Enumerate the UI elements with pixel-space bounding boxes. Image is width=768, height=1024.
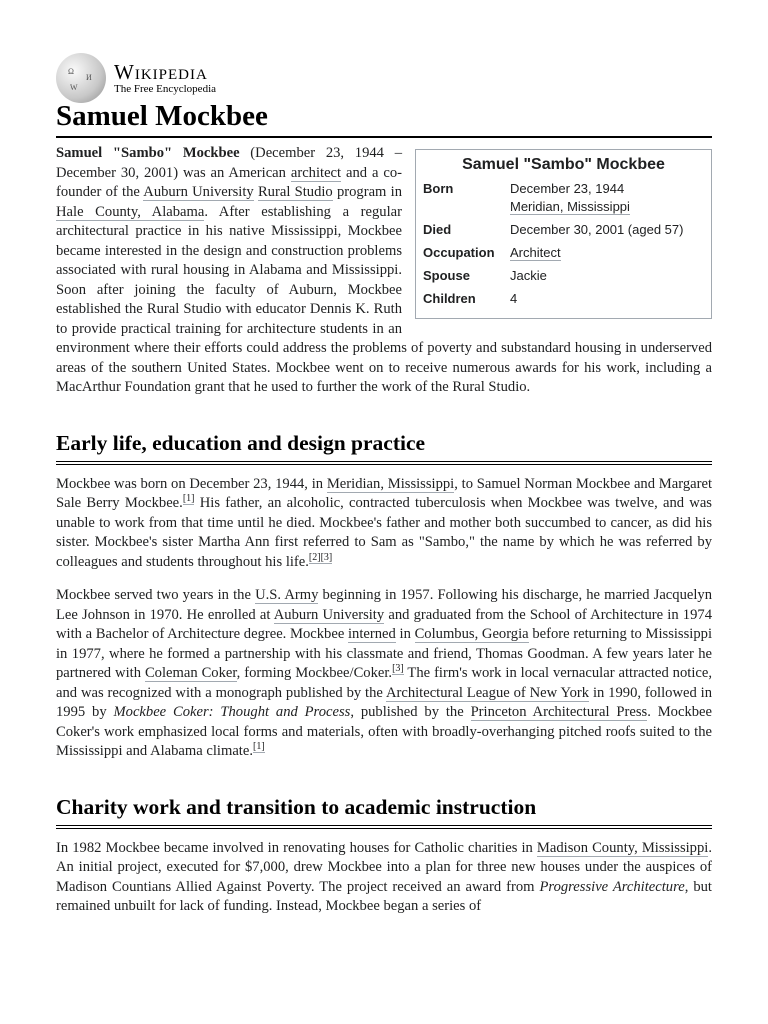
text: and graduated from the School of Architecture in 1974 with a Bachelor of Architecture degree. Mockbee [56,606,712,642]
infobox-value [510,180,704,216]
text: . Mockbee Coker's work emphasized local forms and materials, often with broadly-overhanging pitched roofs suited to the Mississippi and Alabama climate. [56,704,713,759]
section-heading: Early life, education and design practice [56,428,712,465]
text: December 23, 1944 [510,181,625,196]
paragraph [56,586,712,762]
article-link[interactable]: Madison County, Mississippi [536,839,709,856]
article-link[interactable]: U.S. Army [255,587,319,603]
wikipedia-wordmark: Wikipedia [114,60,208,84]
text: in 1990, followed in 1995 by [56,684,713,720]
article-link[interactable]: architect [290,164,342,181]
infobox-value [510,267,704,285]
text: and a co-founder of the [56,164,402,200]
citation-link[interactable]: [1] [253,741,265,753]
citation-link[interactable]: [3] [392,663,404,675]
infobox-value [510,244,704,262]
infobox-value [510,221,704,239]
text: , but remained unbuilt for lack of funding. Instead, Mockbee began a series of [56,878,712,914]
text: , to Samuel Norman Mockbee and Margaret Sale Berry Mockbee. [56,475,713,511]
paragraph [56,839,712,917]
article-link[interactable]: Architectural League of New York [385,684,590,701]
infobox-label: Occupation [423,245,495,260]
infobox-label: Born [423,181,454,196]
article-link[interactable]: Meridian, Mississippi [510,199,630,214]
text: before returning to Mississippi in 1977, where he formed a partnership with his classmate and friend, Thomas Goodman. A few years later he partnered with [56,626,712,681]
article-link[interactable]: Coleman Coker [144,665,237,681]
article-content [56,98,712,931]
infobox-row [423,265,704,288]
wikipedia-logo[interactable] [56,53,216,103]
article-link[interactable]: Auburn University [143,184,254,200]
text: , published by the [350,704,471,720]
infobox-label: Died [423,222,452,237]
infobox-title: Samuel "Sambo" Mockbee [462,156,665,173]
infobox-row [423,242,704,265]
text: Jackie [510,268,547,283]
infobox-label: Spouse [423,268,470,283]
infobox [415,149,712,319]
text: , forming Mockbee/Coker. [236,665,393,681]
article-link[interactable]: interned [348,626,396,642]
article-link[interactable]: Auburn University [273,606,385,623]
text: . After establishing a regular architectural practice in his native Mississippi, Mockbee became interested in the design and construction problems associated with rural housing in Alabama and Mississippi. Soon after joining the faculty of Auburn, Mockbee established the Rural Studio with educator Dennis K. Ruth to provide practical training for architecture students in an environment where their efforts could address the problems of poverty and substandard housing in underserved areas of the southern United States. Mockbee went on to receive numerous awards for his work, including a MacArthur Foundation grant that he used to further the work of the Rural Studio. [56,203,712,395]
section-heading: Charity work and transition to academic instruction [56,792,712,829]
article-link[interactable]: Meridian, Mississippi [326,475,455,492]
article-link[interactable]: Architect [510,245,561,260]
paragraph [56,475,712,573]
text: His father, an alcoholic, contracted tuberculosis when Mockbee was twelve, and was unable to work from that time until he died. Mockbee's father and mother both succumbed to cancer, as did his sister. Mockbee's sister Martha Ann first referred to Sam as "Sambo," the name by which he was referred by colleagues and students throughout his life. [56,495,712,570]
text: beginning in 1957. Following his discharge, he married Jacquelyn Lee Johnson in 1970. He enrolled at [56,587,712,623]
text: Mockbee was born on December 23, 1944, in [56,475,327,492]
wikipedia-globe-icon: Ω И W [56,53,106,103]
infobox-value [510,290,704,308]
citation-link[interactable]: [2] [308,551,321,563]
page-title: Samuel Mockbee [56,98,712,138]
text: December 30, 2001 (aged 57) [510,222,684,237]
text: Mockbee served two years in the [56,587,256,603]
italic-text: Mockbee Coker: Thought and Process [113,704,351,720]
article-link[interactable]: Princeton Architectural Press [470,704,648,720]
citation-link[interactable]: [3] [320,551,333,563]
text: in [395,626,415,642]
article-link[interactable]: Columbus, Georgia [414,626,529,642]
infobox-label: Children [423,291,476,306]
italic-text: Progressive Architecture [539,878,685,895]
article-link[interactable]: Hale County, Alabama [56,203,205,220]
text: In 1982 Mockbee became involved in renovating houses for Catholic charities in [56,839,537,856]
article-link[interactable]: Rural Studio [257,184,333,200]
infobox-row [423,178,704,219]
citation-link[interactable]: [1] [182,493,195,505]
infobox-row [423,288,704,311]
infobox-row [423,219,704,242]
text: 4 [510,291,518,306]
text: (December 23, 1944 – December 30, 2001) was an American [56,145,402,181]
text: The firm's work in local vernacular attracted notice, and was recognized with a monograph published by the [56,665,712,701]
text: program in [332,184,402,200]
wikipedia-tagline: The Free Encyclopedia [114,83,217,95]
bold-text: Samuel "Sambo" Mockbee [56,145,240,161]
text: . An initial project, executed for $7,000, drew Mockbee into a plan for three new houses under the auspices of Madison Countians Allied Against Poverty. The project received an award from [56,839,712,895]
